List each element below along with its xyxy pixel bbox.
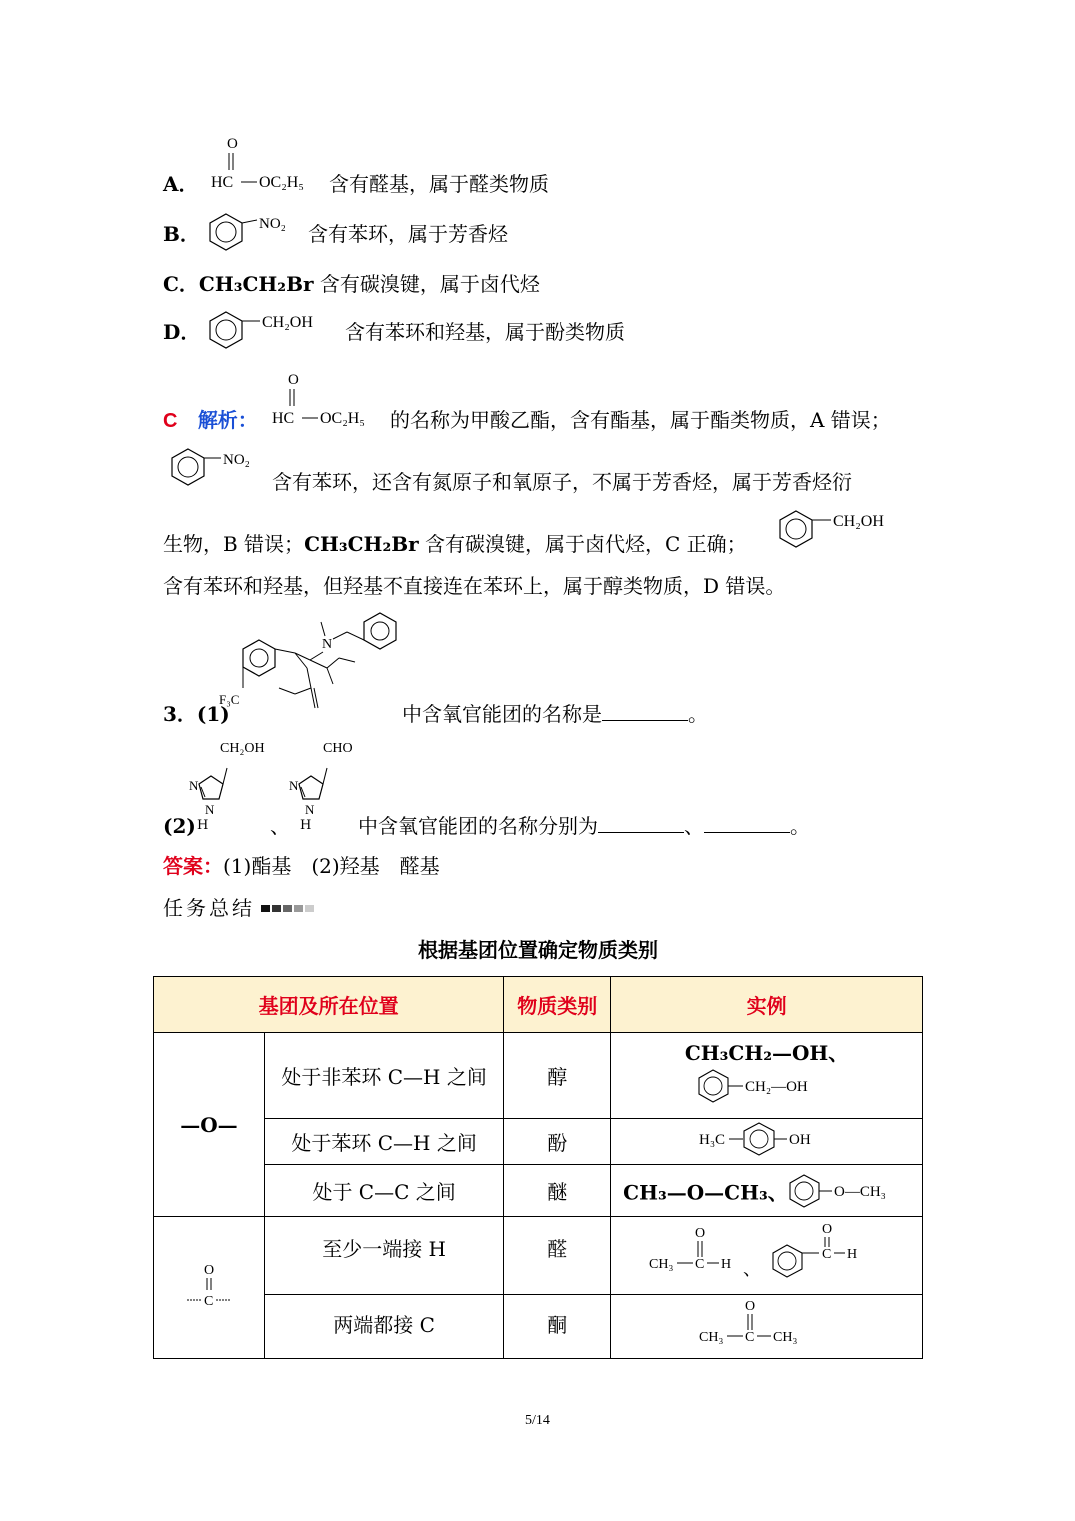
alcohol-example-text: CH₃CH₂—OH、 bbox=[684, 1040, 849, 1065]
analysis-line4: 含有苯环和羟基，但羟基不直接连在苯环上，属于醇类物质，D 错误。 bbox=[163, 574, 786, 598]
summary-heading bbox=[163, 894, 255, 922]
mol2a-n1: N bbox=[189, 778, 199, 793]
analysis-line1 bbox=[163, 406, 258, 435]
option-d bbox=[163, 318, 200, 346]
analysis-label: 解析： bbox=[197, 408, 258, 432]
q3-part1-end: 。 bbox=[688, 702, 708, 726]
carbonyl-c: C bbox=[203, 1294, 214, 1309]
analysis-line3a: 生物，B 错误； bbox=[163, 532, 305, 556]
table-row-ketone bbox=[154, 1295, 923, 1359]
mol2a-sub: CH₂OH bbox=[220, 741, 265, 756]
row-ether-example bbox=[611, 1165, 923, 1217]
header-group-position: 基团及所在位置 bbox=[154, 977, 504, 1033]
row-ketone-category-text: 酮 bbox=[547, 1313, 568, 1337]
phenol-example-left: H₃C bbox=[698, 1132, 725, 1148]
formula-benzyl-alcohol-d bbox=[205, 306, 340, 354]
row-ketone-category bbox=[504, 1295, 611, 1359]
benzaldehyde-c: C bbox=[821, 1247, 831, 1262]
benzaldehyde-o: O bbox=[821, 1223, 832, 1237]
anisole-structure bbox=[788, 1171, 908, 1211]
formula-nitrobenzene-analysis bbox=[167, 444, 267, 492]
row-aldehyde-position-text: 至少一端接 H bbox=[322, 1237, 447, 1261]
formula-nitrobenzene-b bbox=[205, 208, 305, 256]
benzaldehyde-h: H bbox=[846, 1247, 857, 1262]
answer-text: (1)酯基 (2)羟基 醛基 bbox=[223, 854, 440, 878]
q3-part2-text bbox=[358, 812, 810, 840]
acetaldehyde-left: CH₃ bbox=[648, 1257, 673, 1272]
option-c bbox=[163, 270, 540, 298]
analysis-formula-b: NO₂ bbox=[223, 452, 250, 468]
table-row-aldehyde bbox=[154, 1217, 923, 1295]
analysis-line2: 含有苯环，还含有氮原子和氧原子，不属于芳香烃，属于芳香烃衍 bbox=[272, 470, 852, 494]
row-ketone-position-text: 两端都接 C bbox=[333, 1313, 435, 1337]
option-b-letter: B． bbox=[163, 222, 200, 246]
aldehyde-structures bbox=[647, 1223, 887, 1283]
formula-benzyl-alcohol-analysis bbox=[775, 506, 910, 554]
group1-symbol: —O— bbox=[154, 1033, 265, 1217]
header-example: 实例 bbox=[611, 977, 923, 1033]
mol2b-n2: N bbox=[305, 802, 315, 817]
q3-part2-sep: 、 bbox=[270, 814, 290, 838]
row-ether-position: 处于 C—C 之间 bbox=[264, 1165, 503, 1217]
row-ether-category: 醚 bbox=[504, 1165, 611, 1217]
summary-table bbox=[153, 976, 923, 1359]
analysis-answer: C bbox=[163, 410, 178, 432]
carbonyl-o: O bbox=[203, 1263, 215, 1278]
page-number: 5/14 bbox=[525, 1413, 550, 1428]
formula-ethyl-formate-a bbox=[205, 132, 323, 192]
mol2b-h: H bbox=[300, 818, 312, 833]
q3-part1 bbox=[163, 700, 230, 728]
formula-a-hc: HC bbox=[211, 174, 234, 191]
analysis-formula-a-o: O bbox=[288, 372, 299, 388]
mol2b-sub: CHO bbox=[323, 741, 353, 756]
option-d-letter: D． bbox=[163, 320, 201, 344]
heading-square-4 bbox=[294, 905, 303, 912]
q3-part1-text bbox=[402, 700, 708, 728]
mol2b-n1: N bbox=[289, 778, 299, 793]
option-b-text: 含有苯环，属于芳香烃 bbox=[308, 222, 508, 246]
option-c-text: 含有碳溴键，属于卤代烃 bbox=[319, 272, 540, 296]
table-row-alcohol bbox=[154, 1033, 923, 1119]
row-alcohol-example bbox=[611, 1033, 923, 1119]
table-title: 根据基团位置确定物质类别 bbox=[418, 938, 658, 962]
option-d-text: 含有苯环和羟基，属于酚类物质 bbox=[345, 320, 625, 344]
formula-b-sub: NO₂ bbox=[259, 216, 286, 232]
group2-symbol bbox=[154, 1217, 265, 1359]
answer-label: 答案： bbox=[163, 854, 223, 878]
mol1-f3c: F₃C bbox=[219, 692, 240, 707]
p-cresol-structure bbox=[697, 1119, 837, 1159]
molecule-q3-part1 bbox=[215, 608, 405, 723]
phenol-example-right: OH bbox=[788, 1132, 811, 1148]
analysis-formula-a-rest: OC₂H₅ bbox=[320, 410, 365, 427]
mol2a-h: H bbox=[197, 818, 209, 833]
summary-heading-text: 任务总结 bbox=[163, 896, 255, 920]
heading-square-2 bbox=[272, 905, 281, 912]
acetaldehyde-h: H bbox=[720, 1257, 731, 1272]
ether-example-sub: O—CH₃ bbox=[833, 1183, 886, 1200]
analysis-formula-a-hc: HC bbox=[272, 410, 295, 427]
heading-square-5 bbox=[305, 905, 314, 912]
option-a-text: 含有醛基，属于醛类物质 bbox=[329, 172, 549, 196]
row-ketone-example bbox=[611, 1295, 923, 1359]
alcohol-example-sub: CH₂—OH bbox=[744, 1078, 808, 1095]
carbonyl-symbol bbox=[179, 1260, 239, 1310]
mol2a-n2: N bbox=[205, 802, 215, 817]
acetaldehyde-o: O bbox=[694, 1226, 705, 1241]
analysis-line3b: 含有碳溴键，属于卤代烃，C 正确； bbox=[425, 532, 747, 556]
table-row-phenol bbox=[154, 1119, 923, 1165]
option-a bbox=[163, 170, 199, 198]
row-aldehyde-position bbox=[264, 1217, 503, 1295]
option-c-letter: C． bbox=[163, 272, 199, 296]
header-category: 物质类别 bbox=[504, 977, 611, 1033]
benzyl-alcohol-structure bbox=[697, 1066, 837, 1106]
table-row-ether bbox=[154, 1165, 923, 1217]
mol1-n: N bbox=[322, 637, 333, 652]
row-aldehyde-category-text: 醛 bbox=[547, 1237, 568, 1261]
acetone-o: O bbox=[744, 1299, 755, 1314]
q3-part2-label: (2) bbox=[163, 814, 196, 838]
option-c-formula: CH₃CH₂Br bbox=[198, 272, 314, 296]
q3-part2-question: 中含氧官能团的名称分别为 bbox=[358, 814, 598, 838]
analysis-line3-formula: CH₃CH₂Br bbox=[304, 532, 419, 556]
acetone-c: C bbox=[744, 1330, 754, 1345]
heading-square-3 bbox=[283, 905, 292, 912]
row-aldehyde-example bbox=[611, 1217, 923, 1295]
q3-part2 bbox=[163, 812, 196, 840]
row-aldehyde-category bbox=[504, 1217, 611, 1295]
row-alcohol-category: 醇 bbox=[504, 1033, 611, 1119]
acetone-left: CH₃ bbox=[698, 1330, 723, 1345]
analysis-formula-d: CH₂OH bbox=[833, 513, 884, 530]
option-a-letter: A． bbox=[163, 172, 199, 196]
option-b bbox=[163, 220, 200, 248]
formula-a-o: O bbox=[227, 136, 238, 152]
q3-part2-blank2[interactable] bbox=[704, 812, 790, 833]
analysis-line3 bbox=[163, 530, 747, 558]
analysis-line1-text: 的名称为甲酸乙酯，含有酯基，属于酯类物质，A 错误； bbox=[390, 408, 891, 432]
acetaldehyde-c: C bbox=[694, 1257, 704, 1272]
acetone-structure bbox=[697, 1296, 837, 1352]
ether-example-text: CH₃—O—CH₃、 bbox=[623, 1180, 788, 1204]
aldehyde-sep: 、 bbox=[742, 1259, 761, 1279]
q3-part1-question: 中含氧官能团的名称是 bbox=[402, 702, 602, 726]
q3-part1-blank[interactable] bbox=[602, 700, 688, 721]
row-phenol-category: 酚 bbox=[504, 1119, 611, 1165]
row-phenol-example bbox=[611, 1119, 923, 1165]
row-alcohol-position: 处于非苯环 C—H 之间 bbox=[264, 1033, 503, 1119]
q3-part1-label: 3．(1) bbox=[163, 702, 230, 726]
q3-part2-end: 。 bbox=[790, 814, 810, 838]
q3-part2-blank1[interactable] bbox=[598, 812, 684, 833]
table-header-row bbox=[154, 977, 923, 1033]
formula-ethyl-formate-analysis bbox=[268, 368, 386, 428]
row-ketone-position bbox=[264, 1295, 503, 1359]
answer-line bbox=[163, 852, 440, 880]
heading-square-1 bbox=[261, 905, 270, 912]
formula-a-rest: OC₂H₅ bbox=[259, 174, 304, 191]
q3-part2-mid: 、 bbox=[684, 814, 704, 838]
row-phenol-position: 处于苯环 C—H 之间 bbox=[264, 1119, 503, 1165]
formula-d-sub: CH₂OH bbox=[262, 314, 313, 331]
acetone-right: CH₃ bbox=[772, 1330, 797, 1345]
